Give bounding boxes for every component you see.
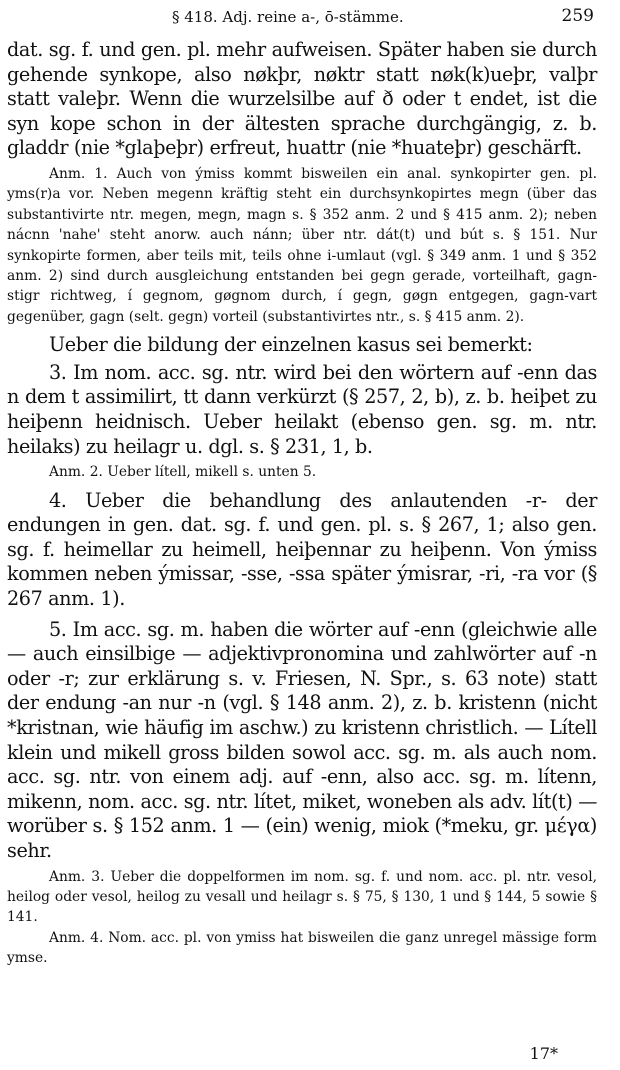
text-line: anm. 1). [48, 586, 125, 610]
page-number: 259 [561, 6, 594, 26]
page-header [0, 6, 620, 30]
note-anm-4 [7, 928, 597, 969]
paragraph-kasus-heading [7, 333, 597, 358]
text-line: valeþr. Wenn die wurzelsilbe auf ð oder t endet, ist die syn [7, 87, 597, 135]
running-title: § 418. Adj. reine a-, ō-stämme. [172, 8, 404, 26]
paragraph-3 [7, 361, 597, 459]
text-line: nom. acc. sg. ntr. von einem adj. auf -enn, also acc. sg. m. [7, 740, 597, 789]
note-line: bút s. § 151. Nur synkopirte formen, aber teils mit, teils ohne i-umlaut [7, 227, 597, 264]
note-anm-2 [7, 462, 597, 482]
text-line: statt der endung -an nur -n (vgl. § 148 anm. 2), z. b. kristenn [7, 666, 597, 715]
note-line: bei gegn gerade, vorteilhaft, gagn-stigr richtweg, í gegnom, gøgnom durch, [7, 268, 598, 305]
signature-mark: 17* [529, 1044, 558, 1063]
text-line: (nie *glaþeþr) erfreut, huattr (nie *huateþr) geschärft. [73, 136, 582, 160]
text-line: neben ýmissar, -sse, -ssa später ýmisrar, -ri, -ra vor (§ 267 [7, 562, 597, 610]
note-line: mässige form ymse. [7, 929, 597, 967]
text-line: 3. Im nom. acc. sg. ntr. wird bei den wörtern auf -enn [49, 360, 565, 384]
paragraph-4 [7, 489, 597, 612]
text-line: in gen. dat. sg. f. und gen. pl. s. § 267, 1; also gen. sg. f. [7, 513, 597, 561]
text-line: das n dem t assimilirt, tt dann verkürzt (§ 257, 2, b), z. b. heiþet [7, 360, 597, 409]
note-line: Anm. 3. Ueber die doppelformen im nom. sg. f. und nom. acc. pl. [49, 868, 527, 885]
text-line: zu heiþenn heidnisch. Ueber heilakt (ebenso gen. sg. m. ntr. [7, 385, 597, 433]
paragraph-5 [7, 618, 597, 864]
note-line: Anm. 1. Auch von ýmiss kommt bisweilen ein anal. synkopirter gen. [49, 165, 580, 182]
text-line: gehende synkope, also nøkþr, nøktr statt nøk(k)ueþr, valþr statt [7, 62, 597, 111]
text-line: 5. Im acc. sg. m. haben die wörter auf -enn (gleichwie [49, 617, 564, 641]
note-line: Anm. 2. Ueber lítell, mikell s. unten 5. [49, 464, 317, 481]
text-line: auf -n oder -r; zur erklärung s. v. Friesen, N. Spr., s. 63 note) [7, 642, 597, 690]
note-line: pl. yms(r)a vor. Neben megenn kräftig steht ein durchsynkopirtes megn [7, 165, 597, 203]
text-line: gr. μέγα) sehr. [7, 814, 598, 862]
note-line: Anm. 4. Nom. acc. pl. von ymiss hat bisweilen die ganz unregel [49, 929, 498, 946]
note-line: í gegn, gøgn entgegen, gagn-vart gegenüber, gagn (selt. gegn) vorteil [7, 288, 597, 325]
text-line: (nicht *kristnan, wie häufig im aschw.) zu kristenn christlich. — [7, 691, 597, 739]
note-line: (über das substantivirte ntr. megen, megn, magn s. § 352 anm. 2 und § 415 [7, 186, 597, 223]
text-line: Lítell klein und mikell gross bilden sowol acc. sg. m. als auch [7, 715, 597, 764]
note-line: anm. 2); neben nácnn 'nahe' steht anorw. auch nánn; über ntr. dát(t) und [7, 206, 598, 244]
text-line: Ueber die bildung der einzelnen kasus sei bemerkt: [49, 333, 533, 357]
text-line: lítenn, mikenn, nom. acc. sg. ntr. lítet, miket, woneben als adv. [7, 765, 597, 813]
text-line: 4. Ueber die behandlung des anlautenden -r- der endungen [7, 488, 597, 537]
note-line: (substantivirtes ntr., s. § 415 anm. 2). [262, 308, 525, 325]
note-anm-3 [7, 867, 597, 928]
text-line: heilaks) zu heilagr u. dgl. s. § 231, 1, b. [7, 434, 373, 458]
text-line: kope schon in der ältesten sprache durchgängig, z. b. gladdr [7, 111, 597, 160]
note-line: ntr. vesol, heilog oder vesol, heilog zu vesall und heilagr s. § 75, § 130, 1 [7, 868, 597, 905]
text-line: dat. sg. f. und gen. pl. mehr aufweisen. Später haben sie durch [7, 38, 597, 61]
text-line: heimellar zu heimell, heiþennar zu heiþenn. Von ýmiss kommen [7, 537, 597, 586]
note-anm-1 [7, 164, 597, 327]
text-line: lít(t) — worüber s. § 152 anm. 1 — (ein) wenig, miok (*meku, [7, 789, 597, 838]
note-line: (vgl. § 349 anm. 1 und § 352 anm. 2) sind durch ausgleichung entstanden [7, 247, 597, 284]
page-body [7, 38, 597, 969]
paragraph-intro [7, 38, 597, 161]
text-line: alle — auch einsilbige — adjektivpronomina und zahlwörter [7, 617, 597, 666]
note-line: und § 144, 5 sowie § 141. [7, 888, 597, 926]
